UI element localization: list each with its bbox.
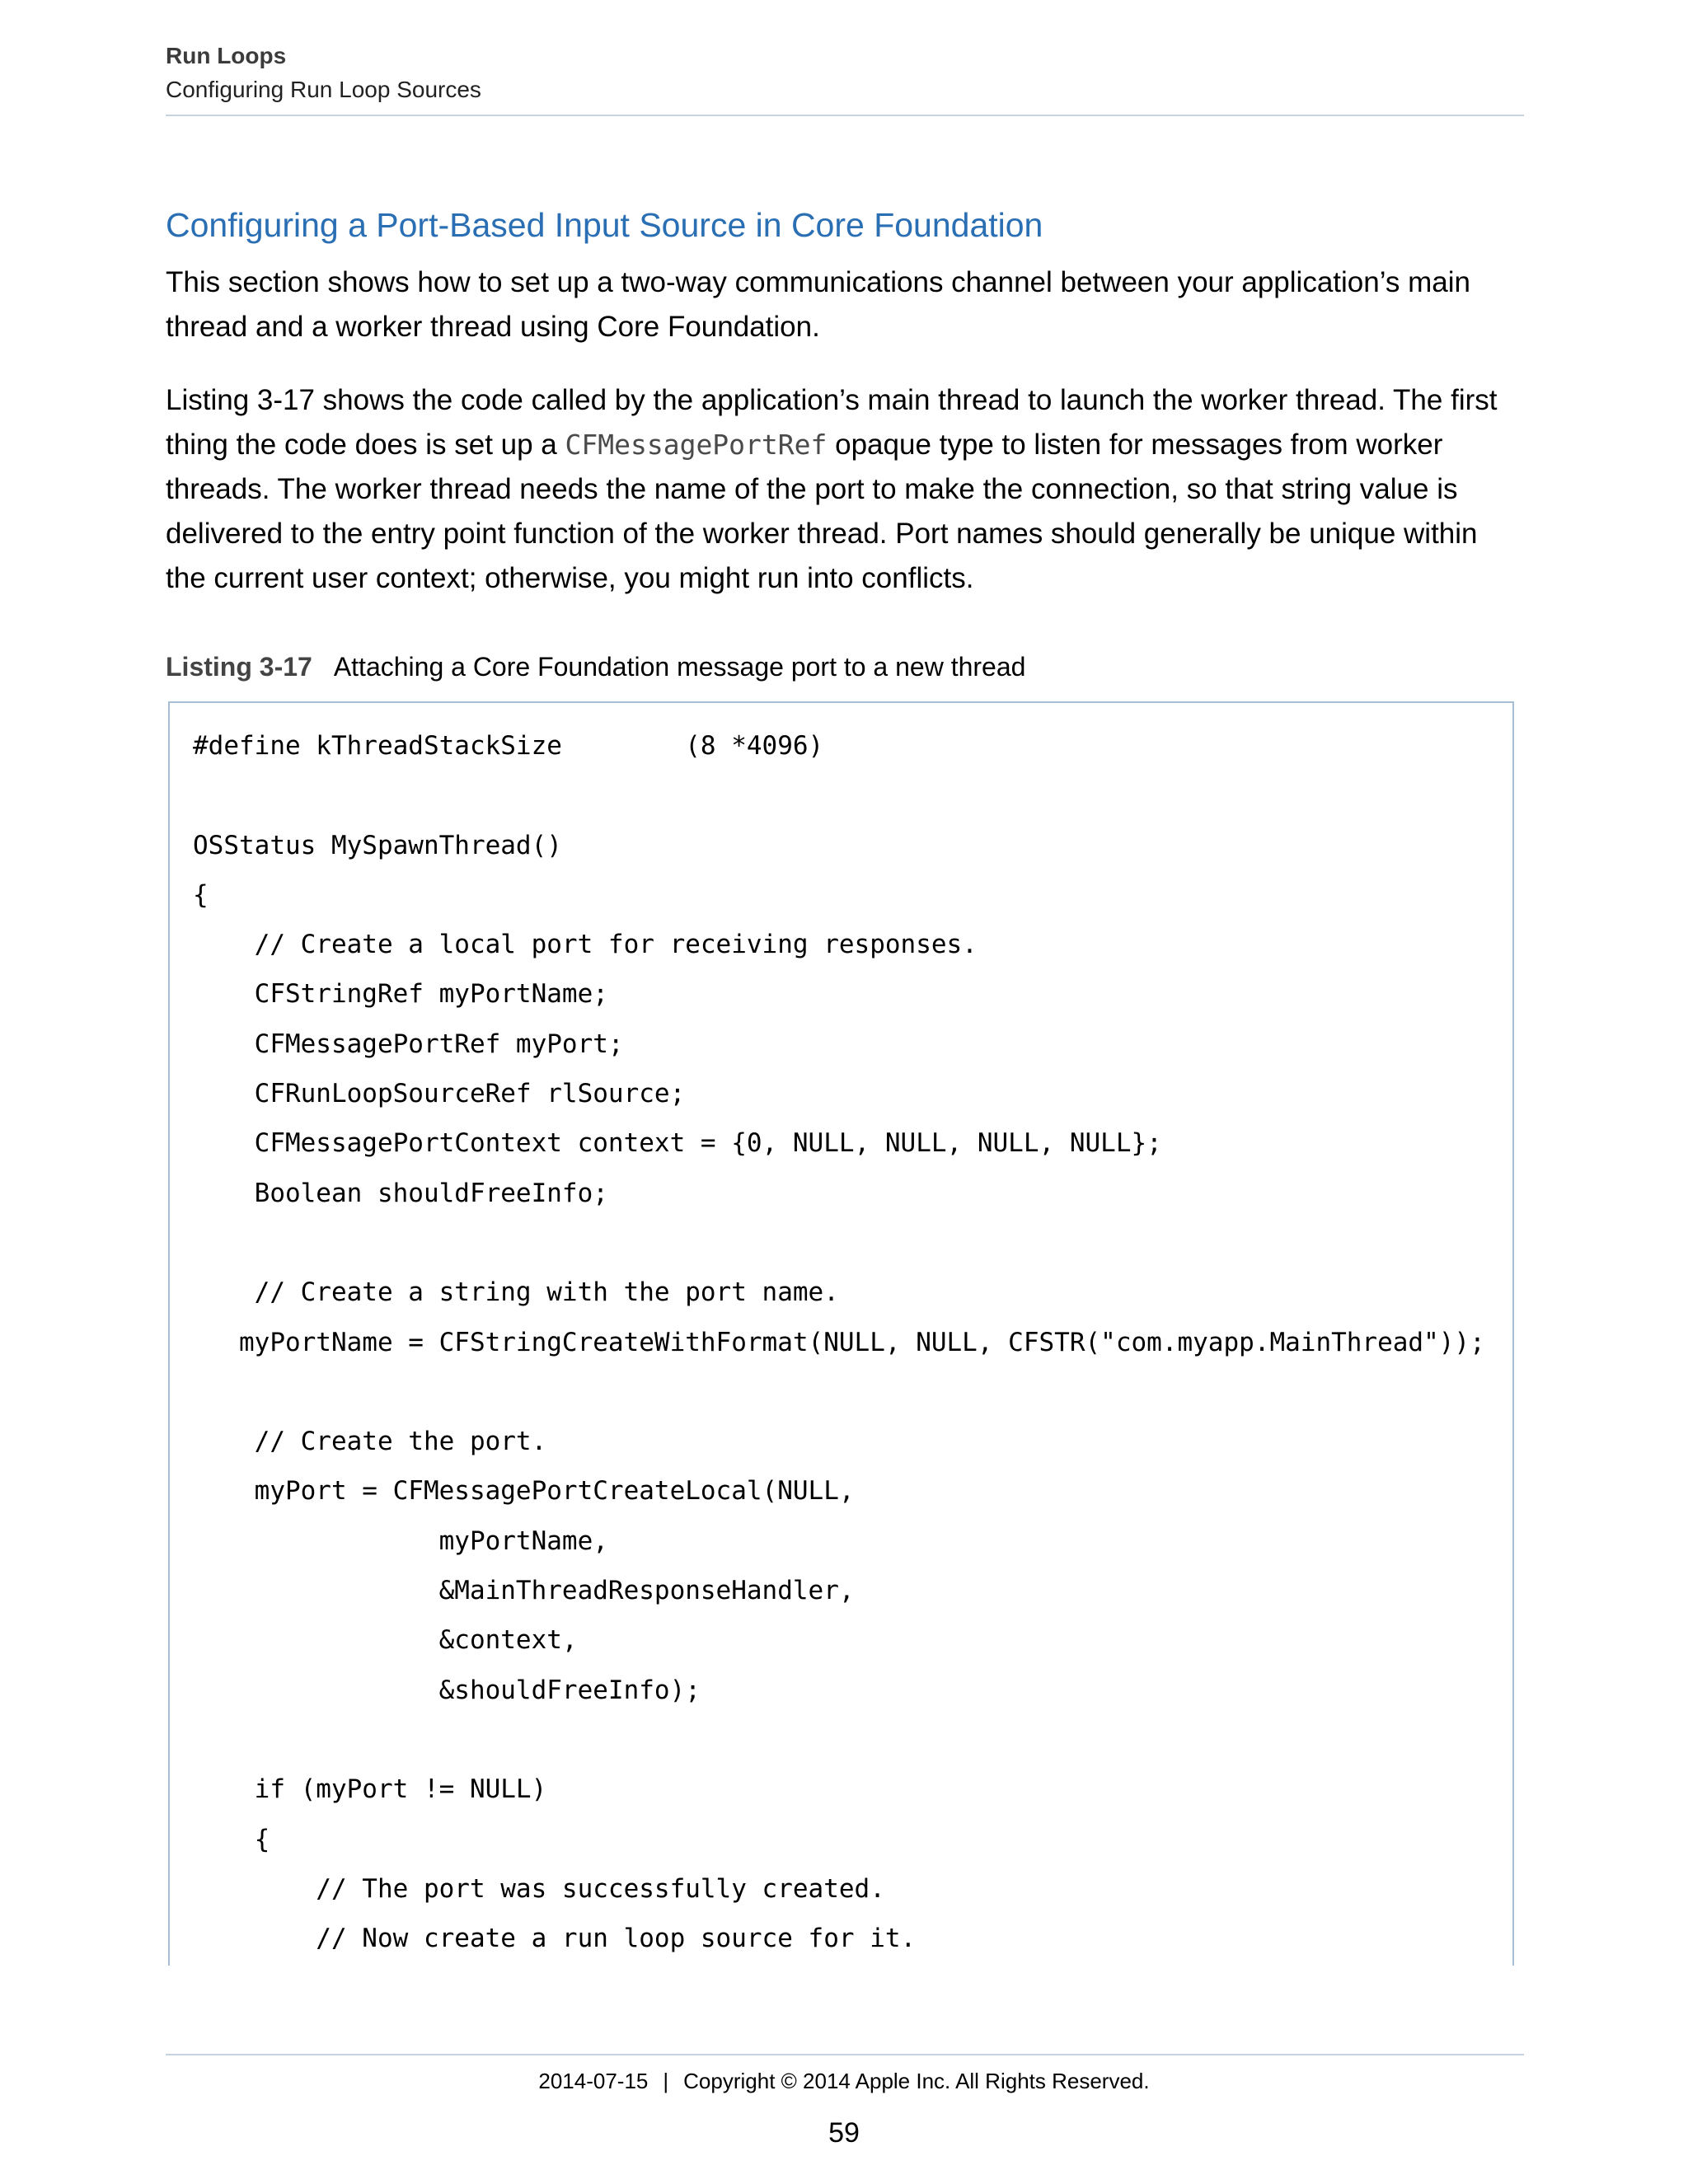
code-line: myPort = CFMessagePortCreateLocal(NULL, [193, 1476, 855, 1507]
paragraph-text-before: Listing 3-17 shows the code called by the application’s main thread to launch the worker thread. The first thing the code does is set up a [166, 384, 1498, 461]
code-line: Boolean shouldFreeInfo; [193, 1178, 608, 1208]
paragraph-text-after: opaque type to listen for messages from worker threads. The worker thread needs the name of the port to make the connection, so that string value is delivered to the entry point function of the worker thread. Port names should generally be unique within the current user context; otherwise, you might run into conflicts. [166, 429, 1478, 594]
code-line: if (myPort != NULL) [193, 1774, 547, 1805]
listing-caption [166, 649, 1025, 684]
code-line: CFStringRef myPortName; [193, 979, 608, 1010]
inline-code-term: CFMessagePortRef [565, 429, 828, 461]
code-line: // Create the port. [193, 1427, 547, 1457]
code-line: CFMessagePortContext context = {0, NULL, NULL, NULL, NULL}; [193, 1128, 1162, 1159]
code-line: // The port was successfully created. [193, 1873, 885, 1904]
code-line: OSStatus MySpawnThread() [193, 830, 562, 860]
listing-caption-text: Attaching a Core Foundation message port to a new thread [333, 652, 1026, 682]
code-line: &MainThreadResponseHandler, [193, 1576, 855, 1606]
code-line: &shouldFreeInfo); [193, 1675, 701, 1705]
code-line: { [193, 1824, 270, 1854]
code-line: myPortName, [193, 1526, 608, 1556]
intro-paragraph: This section shows how to set up a two-way communications channel between your application’s main thread and a worker thread using Core Foundation. [166, 266, 1470, 343]
code-line: // Create a local port for receiving responses. [193, 930, 978, 960]
code-line: &context, [193, 1625, 578, 1656]
code-line: // Create a string with the port name. [193, 1277, 839, 1308]
code-line: #define kThreadStackSize (8 *4096) [193, 731, 824, 761]
footer-divider [166, 2054, 1524, 2055]
page-footer [0, 2065, 1688, 2097]
footer-separator: | [663, 2069, 669, 2093]
code-line: { [193, 879, 209, 910]
chapter-title: Run Loops [166, 43, 287, 68]
footer-copyright: Copyright © 2014 Apple Inc. All Rights Reserved. [683, 2069, 1150, 2093]
listing-description-paragraph [166, 378, 1524, 601]
code-line [193, 1367, 1485, 1417]
code-line: // Now create a run loop source for it. [193, 1924, 917, 1954]
code-line [193, 1218, 1485, 1268]
code-line [193, 1715, 1485, 1765]
header-divider [166, 115, 1524, 116]
code-line: CFRunLoopSourceRef rlSource; [193, 1079, 686, 1109]
code-line: myPortName = CFStringCreateWithFormat(NULL, NULL, CFSTR("com.myapp.MainThread")); [193, 1327, 1485, 1357]
footer-date: 2014-07-15 [538, 2069, 649, 2093]
page-number: 59 [828, 2117, 860, 2149]
section-title: Configuring a Port-Based Input Source in Core Foundation [166, 206, 1043, 244]
code-line: CFMessagePortRef myPort; [193, 1029, 624, 1059]
listing-label: Listing 3-17 [166, 652, 312, 682]
section-subtitle: Configuring Run Loop Sources [166, 77, 481, 102]
code-listing-box [168, 701, 1514, 1966]
code-lines [193, 721, 1485, 1963]
code-line [193, 771, 1485, 820]
running-header [166, 40, 1524, 107]
